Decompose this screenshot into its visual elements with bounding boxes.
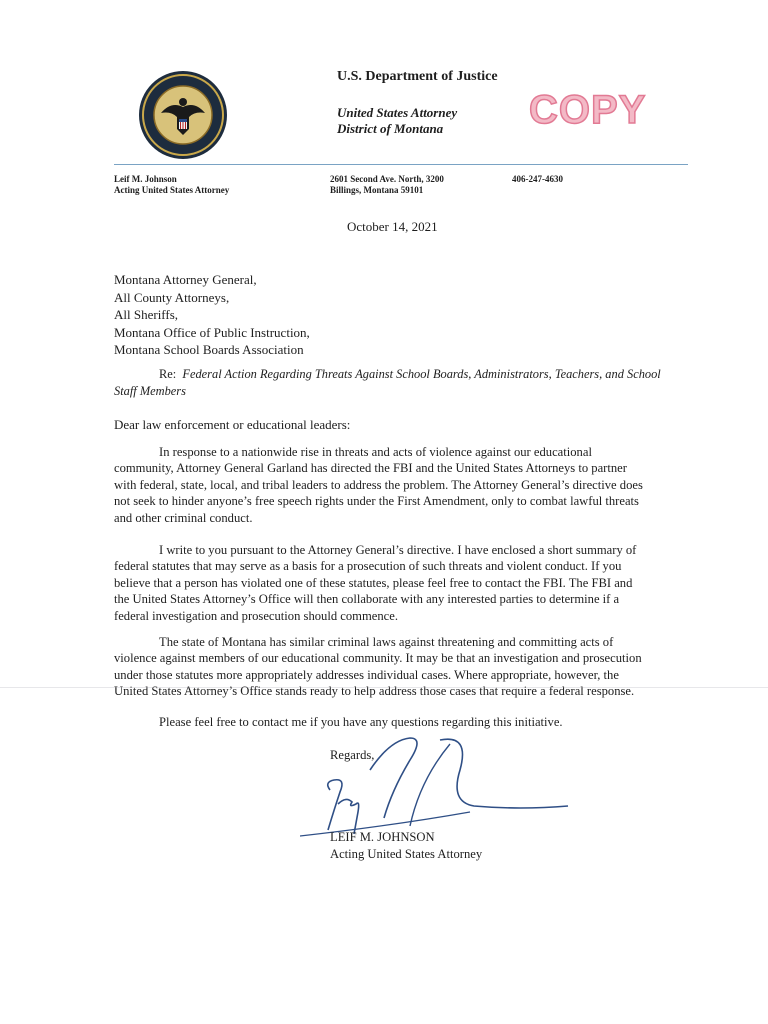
signer-block [330,829,482,863]
address-line-1: 2601 Second Ave. North, 3200 [330,174,444,184]
office-line-1: United States Attorney [337,105,458,120]
paragraph-line: The state of Montana has similar criminal laws against threatening and committing acts of [159,635,614,649]
address-line-2: Billings, Montana 59101 [330,185,424,195]
salutation: Dear law enforcement or educational leaders: [114,417,351,432]
paragraph-line: the United States Attorney’s Office will then collaborate with any interested parties to determine if a [114,592,620,607]
body-paragraph-3 [114,634,680,700]
body-paragraph-2 [114,542,680,624]
paragraph-line: federal statutes that may serve as a basis for a prosecution of such threats and violent conduct. If you [114,559,622,574]
closing-regards: Regards, [330,748,375,762]
recipient-line: Montana School Boards Association [114,342,304,357]
sender-block [114,174,229,196]
letter-date: October 14, 2021 [347,219,438,234]
recipient-line: Montana Attorney General, [114,272,257,287]
re-prefix: Re: [159,367,177,381]
paragraph-line: United States Attorney’s Office stands ready to help address those cases that require a federal response. [114,684,635,699]
paragraph-line: not seek to hinder anyone’s free speech rights under the First Amendment, only to combat lawful threats [114,494,639,509]
recipients-block [114,271,310,359]
re-subject: Federal Action Regarding Threats Against School Boards, Administrators, Teachers, and School Staff Members [114,367,661,398]
department-name: U.S. Department of Justice [337,69,498,84]
doj-seal-icon [137,69,229,161]
copy-stamp: COPY [529,88,647,132]
recipient-line: All Sheriffs, [114,307,179,322]
re-line [114,366,674,400]
office-line-2: District of Montana [337,121,444,136]
paragraph-line: with federal, state, local, and tribal leaders to address the problem. The Attorney General’s directive does [114,477,643,492]
paragraph-line: and other criminal conduct. [114,510,253,525]
sender-name: Leif M. Johnson [114,174,177,184]
handwritten-signature [300,730,580,840]
paper-fold-line [0,687,768,688]
paragraph-line: community, Attorney General Garland has directed the FBI and the United States Attorneys to partner [114,461,627,476]
sender-title: Acting United States Attorney [114,185,230,195]
recipient-line: Montana Office of Public Instruction, [114,324,310,340]
paragraph-line: believe that a person has violated one of these statutes, please feel free to contact the FBI. The FBI and [114,575,633,590]
recipient-line: All County Attorneys, [114,289,230,305]
paragraph-line: violence against members of our educational community. It may be that an investigation and prosecution [114,651,642,666]
office-name [337,105,457,137]
address-block [330,174,444,196]
paragraph-line: In response to a nationwide rise in threats and acts of violence against our educational [159,445,592,459]
letterhead-divider [114,164,688,165]
paragraph-line: I write to you pursuant to the Attorney General’s directive. I have enclosed a short summary of [159,543,637,557]
signer-title: Acting United States Attorney [330,847,483,861]
paragraph-line: under those statutes more appropriately addresses individual cases. Where appropriate, however, the [114,667,619,682]
phone-number: 406-247-4630 [512,174,563,184]
paragraph-line: federal investigation and prosecution should commence. [114,608,398,623]
body-paragraph-1 [114,444,680,526]
closing-paragraph: Please feel free to contact me if you have any questions regarding this initiative. [159,715,563,729]
signer-name: LEIF M. JOHNSON [330,830,435,844]
